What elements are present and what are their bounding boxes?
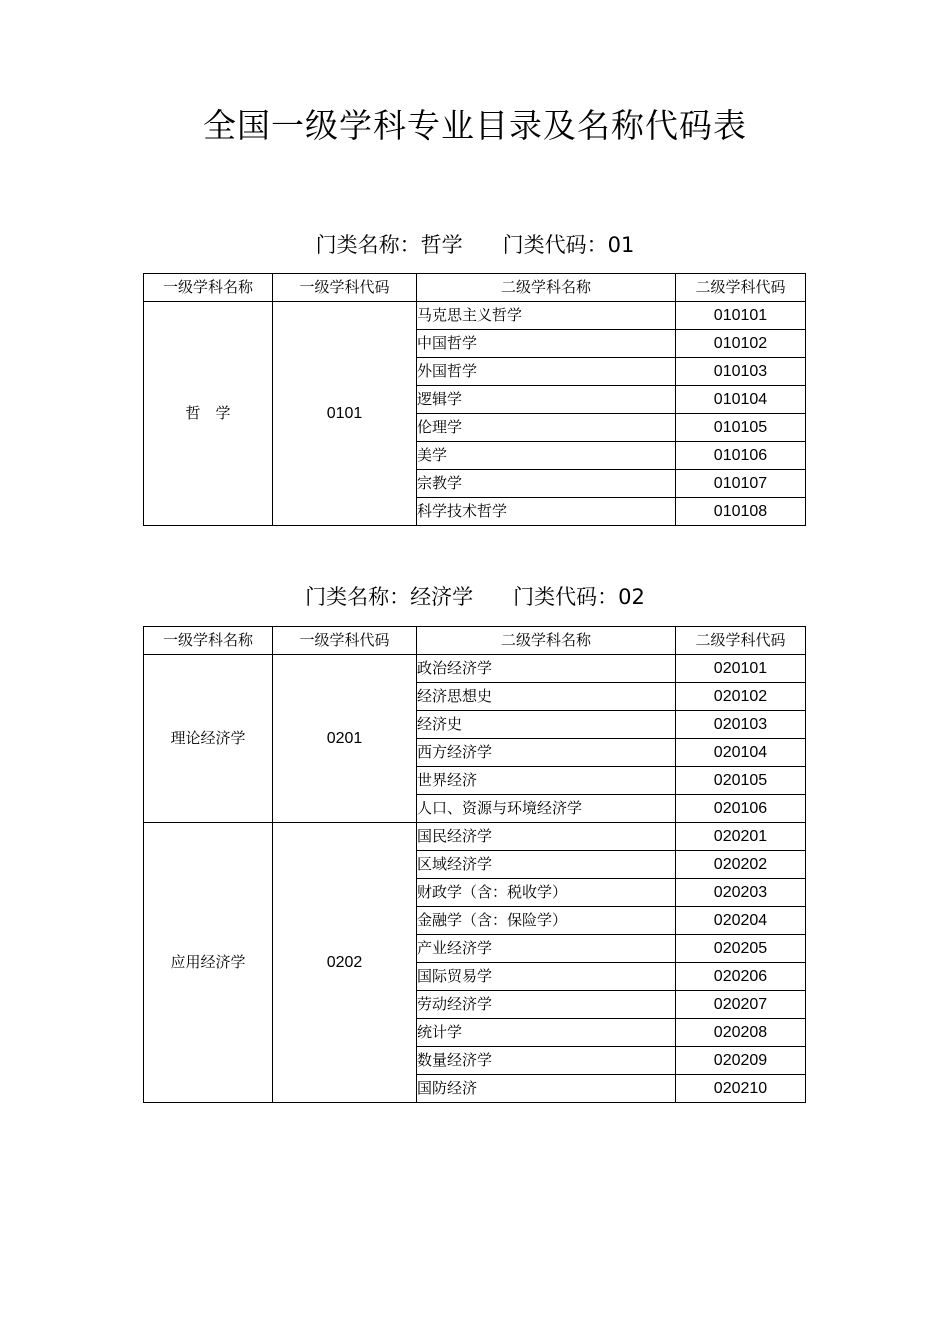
second-level-subject-code: 010107 [676, 470, 806, 498]
second-level-subject-code: 010103 [676, 358, 806, 386]
category-code-label: 门类代码： [513, 585, 619, 609]
second-level-subject-name: 中国哲学 [417, 330, 676, 358]
column-header-first-name: 一级学科名称 [144, 627, 273, 655]
second-level-subject-name: 经济思想史 [417, 683, 676, 711]
second-level-subject-name: 经济史 [417, 711, 676, 739]
second-level-subject-name: 区域经济学 [417, 851, 676, 879]
second-level-subject-name: 金融学（含：保险学） [417, 907, 676, 935]
page-title: 全国一级学科专业目录及名称代码表 [203, 106, 747, 145]
category-name-value: 经济学 [410, 585, 474, 609]
second-level-subject-code: 020106 [676, 795, 806, 823]
column-header-second-code: 二级学科代码 [676, 274, 806, 302]
second-level-subject-code: 010102 [676, 330, 806, 358]
column-header-first-code: 一级学科代码 [273, 274, 417, 302]
table-header-row [144, 627, 806, 655]
second-level-subject-code: 020203 [676, 879, 806, 907]
first-level-subject-code: 0202 [273, 823, 417, 1103]
second-level-subject-name: 统计学 [417, 1019, 676, 1047]
first-level-subject-code: 0101 [273, 302, 417, 526]
second-level-subject-name: 西方经济学 [417, 739, 676, 767]
table-row [144, 655, 806, 683]
column-header-first-name: 一级学科名称 [144, 274, 273, 302]
second-level-subject-code: 020104 [676, 739, 806, 767]
category-code-label: 门类代码： [502, 233, 608, 257]
second-level-subject-name: 政治经济学 [417, 655, 676, 683]
second-level-subject-name: 国防经济 [417, 1075, 676, 1103]
second-level-subject-name: 国际贸易学 [417, 963, 676, 991]
second-level-subject-name: 产业经济学 [417, 935, 676, 963]
second-level-subject-name: 美学 [417, 442, 676, 470]
second-level-subject-name: 财政学（含：税收学） [417, 879, 676, 907]
second-level-subject-name: 外国哲学 [417, 358, 676, 386]
second-level-subject-name: 国民经济学 [417, 823, 676, 851]
column-header-second-code: 二级学科代码 [676, 627, 806, 655]
second-level-subject-code: 020102 [676, 683, 806, 711]
category-name-label: 门类名称： [305, 585, 411, 609]
second-level-subject-name: 宗教学 [417, 470, 676, 498]
second-level-subject-code: 010105 [676, 414, 806, 442]
second-level-subject-code: 020208 [676, 1019, 806, 1047]
first-level-subject-name: 应用经济学 [144, 823, 273, 1103]
subject-table-philosophy [143, 273, 806, 526]
second-level-subject-code: 010108 [676, 498, 806, 526]
second-level-subject-code: 020207 [676, 991, 806, 1019]
second-level-subject-name: 科学技术哲学 [417, 498, 676, 526]
second-level-subject-name: 逻辑学 [417, 386, 676, 414]
category-name-label: 门类名称： [315, 233, 421, 257]
second-level-subject-code: 020205 [676, 935, 806, 963]
section-heading-philosophy [0, 231, 950, 259]
category-code-value: 02 [618, 585, 645, 609]
second-level-subject-name: 数量经济学 [417, 1047, 676, 1075]
second-level-subject-code: 020101 [676, 655, 806, 683]
second-level-subject-code: 020210 [676, 1075, 806, 1103]
first-level-subject-code: 0201 [273, 655, 417, 823]
category-name-value: 哲学 [420, 233, 463, 257]
second-level-subject-code: 020201 [676, 823, 806, 851]
second-level-subject-code: 020209 [676, 1047, 806, 1075]
second-level-subject-code: 010104 [676, 386, 806, 414]
second-level-subject-code: 020105 [676, 767, 806, 795]
column-header-second-name: 二级学科名称 [417, 274, 676, 302]
second-level-subject-code: 020202 [676, 851, 806, 879]
second-level-subject-name: 伦理学 [417, 414, 676, 442]
second-level-subject-code: 020206 [676, 963, 806, 991]
second-level-subject-code: 010106 [676, 442, 806, 470]
table-row [144, 302, 806, 330]
subject-table-economics [143, 626, 806, 1103]
second-level-subject-name: 劳动经济学 [417, 991, 676, 1019]
second-level-subject-code: 020204 [676, 907, 806, 935]
column-header-second-name: 二级学科名称 [417, 627, 676, 655]
second-level-subject-name: 人口、资源与环境经济学 [417, 795, 676, 823]
column-header-first-code: 一级学科代码 [273, 627, 417, 655]
second-level-subject-name: 世界经济 [417, 767, 676, 795]
second-level-subject-code: 020103 [676, 711, 806, 739]
table-row [144, 823, 806, 851]
table-header-row [144, 274, 806, 302]
category-code-value: 01 [607, 233, 635, 257]
second-level-subject-name: 马克思主义哲学 [417, 302, 676, 330]
first-level-subject-name: 理论经济学 [144, 655, 273, 823]
second-level-subject-code: 010101 [676, 302, 806, 330]
first-level-subject-name: 哲 学 [144, 302, 273, 526]
section-heading-economics [0, 583, 950, 611]
